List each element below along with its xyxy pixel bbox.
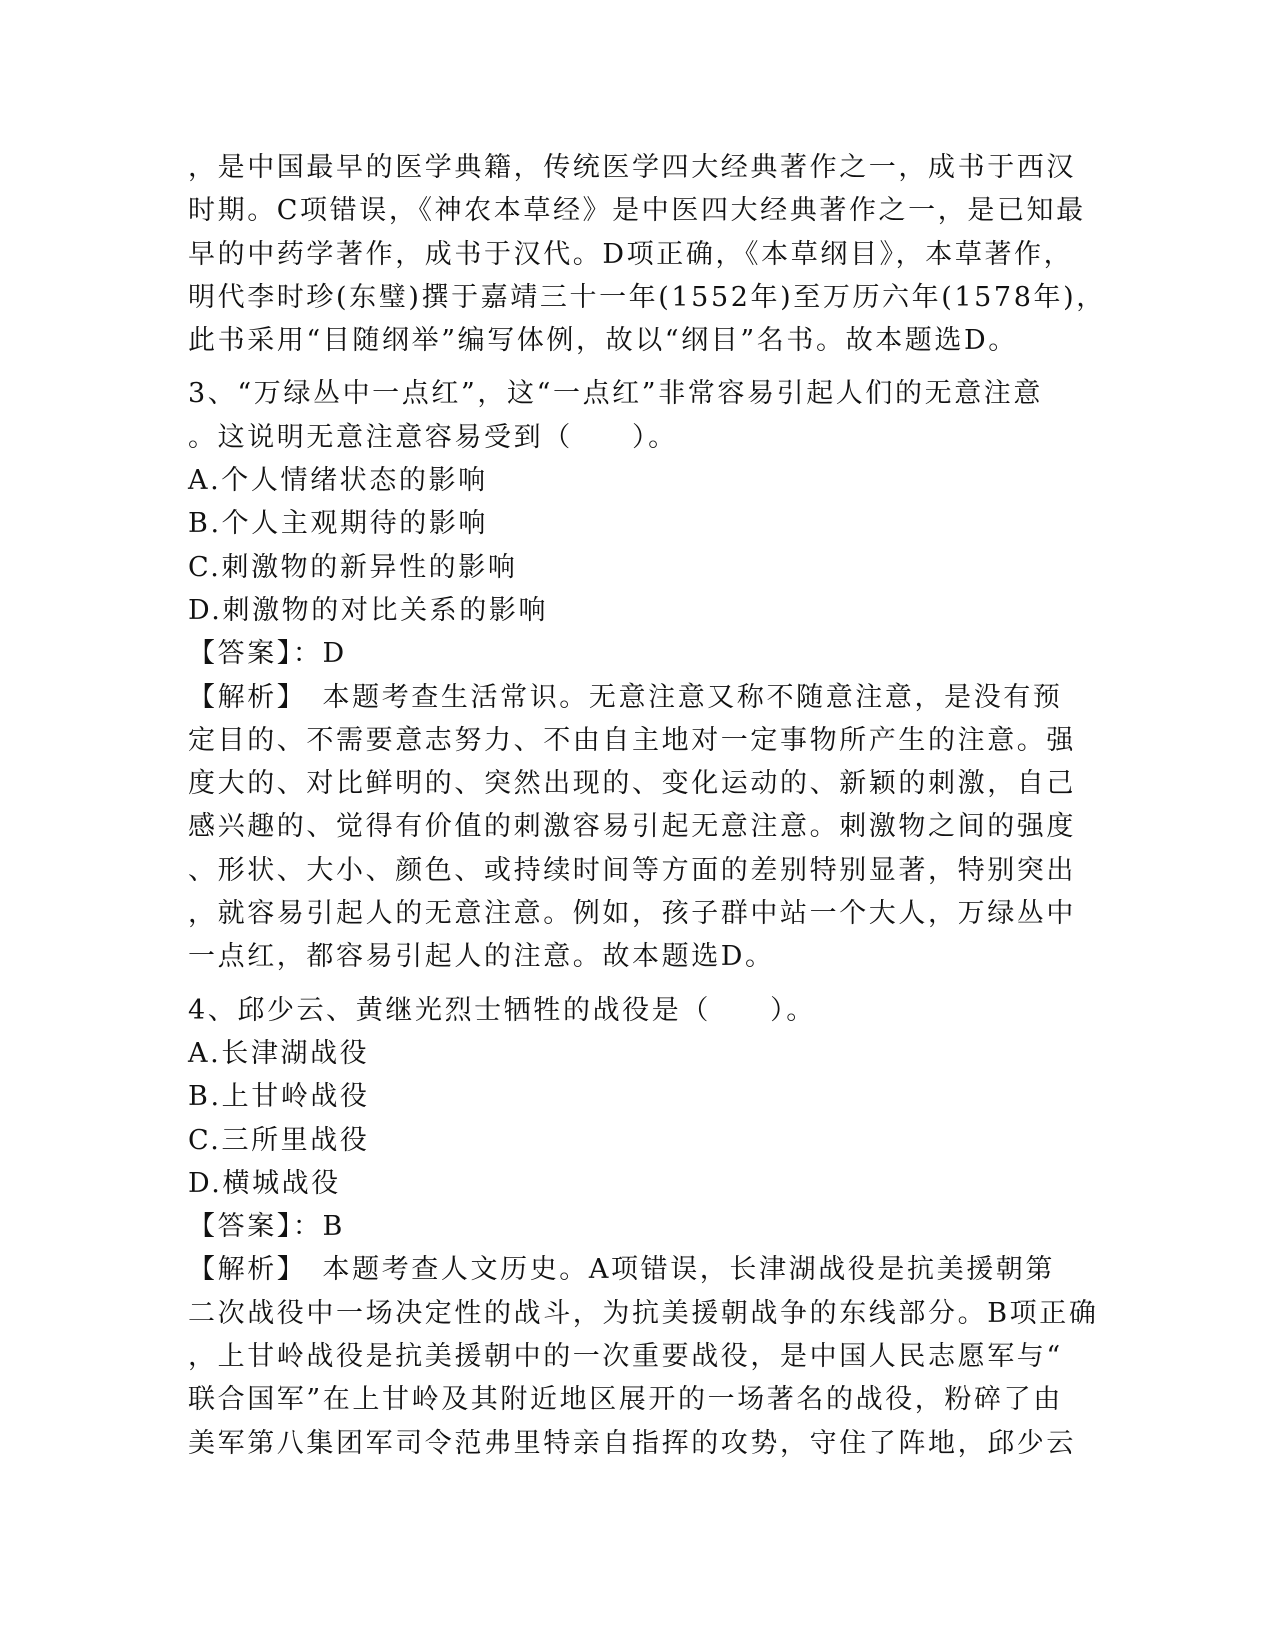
text-line: ，是中国最早的医学典籍，传统医学四大经典著作之一，成书于西汉 — [188, 152, 1076, 183]
text-line: 时期。C项错误，《神农本草经》是中医四大经典著作之一，是已知最 — [188, 195, 1086, 227]
explanation-line: 、形状、大小、颜色、或持续时间等方面的差别特别显著，特别突出 — [188, 854, 1076, 886]
explanation-line: 【解析】 本题考查人文历史。A项错误，长津湖战役是抗美援朝第 — [188, 1254, 1055, 1286]
explanation-line: 感兴趣的、觉得有价值的刺激容易引起无意注意。刺激物之间的强度 — [188, 811, 1076, 843]
explanation-line: 美军第八集团军司令范弗里特亲自指挥的攻势，守住了阵地，邱少云 — [188, 1427, 1076, 1459]
option-b: B.个人主观期待的影响 — [188, 508, 489, 540]
explanation-line: 定目的、不需要意志努力、不由自主地对一定事物所产生的注意。强 — [188, 724, 1076, 756]
answer-line: 【答案】：D — [188, 638, 347, 670]
explanation-line: 【解析】 本题考查生活常识。无意注意又称不随意注意，是没有预 — [188, 681, 1063, 713]
text-line: 明代李时珍(东璧)撰于嘉靖三十一年(1552年)至万历六年(1578年)， — [188, 281, 1106, 313]
question-stem: 3、“万绿丛中一点红”，这“一点红”非常容易引起人们的无意注意 — [188, 378, 1043, 410]
spacer — [188, 979, 1088, 989]
answer-line: 【答案】：B — [188, 1211, 345, 1243]
spacer — [188, 362, 1088, 372]
option-b: B.上甘岭战役 — [188, 1081, 370, 1113]
explanation-line: ，上甘岭战役是抗美援朝中的一次重要战役，是中国人民志愿军与“ — [188, 1341, 1063, 1373]
option-a: A.长津湖战役 — [188, 1037, 370, 1069]
text-line: 早的中药学著作，成书于汉代。D项正确，《本草纲目》，本草著作， — [188, 238, 1074, 270]
option-c: C.三所里战役 — [188, 1124, 370, 1156]
page-content — [188, 146, 1106, 1465]
option-d: D.刺激物的对比关系的影响 — [188, 594, 549, 626]
explanation-line: 联合国军”在上甘岭及其附近地区展开的一场著名的战役，粉碎了由 — [188, 1384, 1063, 1416]
option-a: A.个人情绪状态的影响 — [188, 465, 488, 497]
question-stem: 4、邱少云、黄继光烈士牺牲的战役是（ ）。 — [188, 994, 816, 1026]
explanation-line: ，就容易引起人的无意注意。例如，孩子群中站一个大人，万绿丛中 — [188, 898, 1076, 930]
question-3 — [188, 372, 1088, 978]
question-4 — [188, 989, 1099, 1465]
explanation-line: 度大的、对比鲜明的、突然出现的、变化运动的、新颖的刺激，自己 — [188, 768, 1076, 800]
prev-explanation — [188, 146, 1106, 362]
option-d: D.横城战役 — [188, 1167, 341, 1199]
text-line: 此书采用“目随纲举”编写体例，故以“纲目”名书。故本题选D。 — [188, 325, 1018, 357]
explanation-line: 一点红，都容易引起人的注意。故本题选D。 — [188, 941, 775, 973]
question-stem: 。这说明无意注意容易受到（ ）。 — [188, 421, 678, 453]
explanation-line: 二次战役中一场决定性的战斗，为抗美援朝战争的东线部分。B项正确 — [188, 1297, 1099, 1329]
option-c: C.刺激物的新异性的影响 — [188, 551, 518, 583]
